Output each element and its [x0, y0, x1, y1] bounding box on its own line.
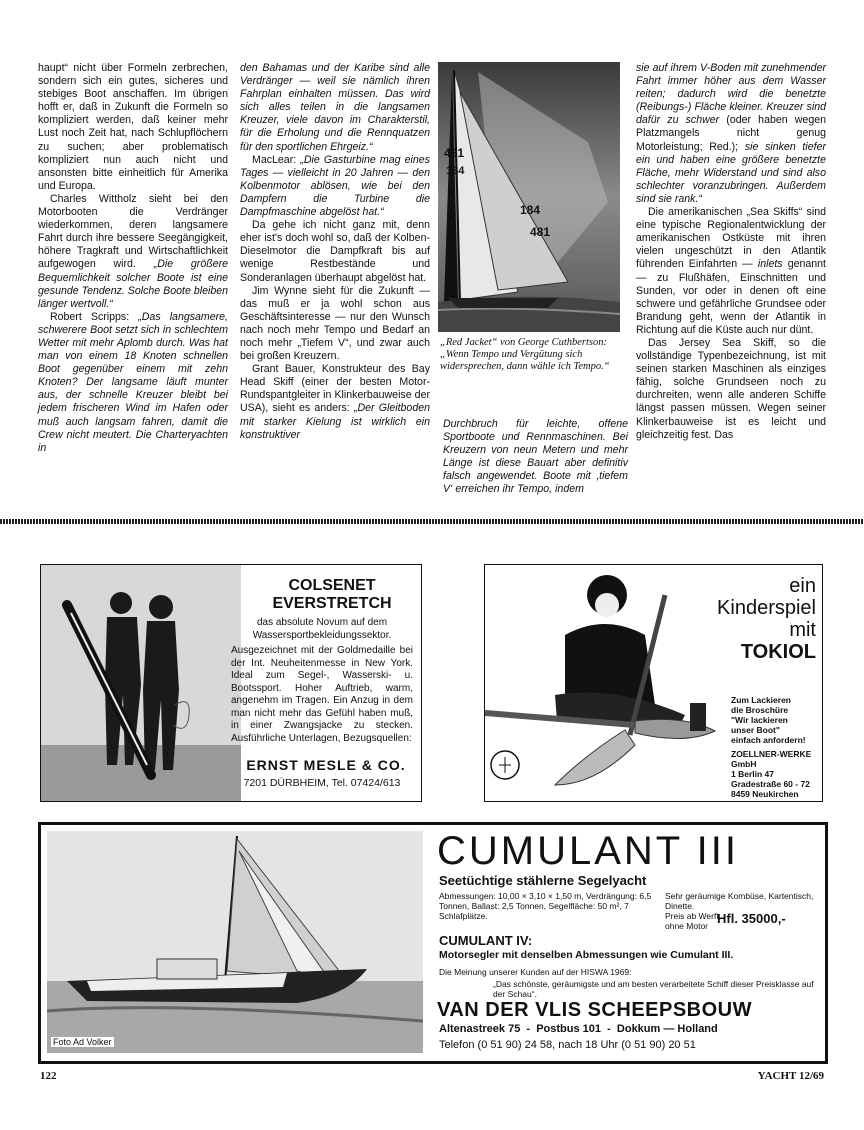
sail-number: 184 — [446, 165, 465, 177]
ad-body: Ausgezeichnet mit der Goldmedaille bei der Int. Neuheitenmesse in New York. Ideal zum Segel-, Wasserski- u. Bootssport. Hoher Auftrieb, warm, angenehm im Tragen. Ein Anzug in dem man nicht mehr das Gefühl haben muß, in einer Zwangsjacke zu stecken. Ausführliche Unterlagen, Bezugsquellen: — [231, 645, 413, 744]
paragraph: Jim Wynne sieht für die Zukunft — das muß er ja wohl schon aus Geschäftsinteresse — nur den Wunsch nach noch mehr Tempo und Bedarf an noch mehr „Tiefem V“, und zwar auch bei großen Kreuzern. — [240, 284, 430, 363]
ad-colsenet — [40, 564, 422, 802]
article-column-2 — [240, 62, 430, 442]
section-divider — [0, 519, 864, 524]
photo-caption: „Red Jacket“ von George Cuthbertson: „Wenn Tempo und Vergütung sich widersprechen, dann wähle ich Tempo.“ — [440, 337, 610, 372]
magazine-issue: YACHT 12/69 — [757, 1070, 824, 1082]
yacht-specs: Abmessungen: 10,00 × 3,10 × 1,50 m, Verdrängung: 6,5 Tonnen, Ballast: 2,5 Tonnen, Segelfläche: 50 m², 7 Schlafplätze. — [439, 891, 652, 921]
price-note: Preis ab Werft, ohne Motor — [665, 911, 722, 931]
company-address: Altenastreek 75 - Postbus 101 - Dokkum — Holland — [439, 1023, 718, 1035]
sail-number: 184 — [520, 203, 541, 217]
ad-title: COLSENET EVERSTRETCH — [272, 577, 392, 612]
sailboat-photo — [438, 62, 620, 332]
ad-subtitle-secondary: Motorsegler mit denselben Abmessungen wie Cumulant III. — [439, 949, 734, 961]
customer-quote: „Das schönste, geräumigste und am besten verarbeitete Schiff dieser Preisklasse auf der Schau“. — [493, 979, 814, 999]
paragraph: Das Jersey Sea Skiff, so die vollständige Typenbezeichnung, ist mit seinen starken Maschinen als einziges fähig, solche Grundseen noch zu durchreiten, wenn alle anderen Schiffe längst passen müssen. Wegen seiner Klinkerbauweise ist es leicht und gleichzeitig fest. Das — [636, 336, 826, 441]
brochure-note: Zum Lackieren die Broschüre "Wir lackieren unser Boot" einfach anfordern! — [731, 695, 806, 745]
ad-tokiol — [484, 564, 823, 802]
ad-subtitle: Seetüchtige stählerne Segelyacht — [439, 873, 647, 888]
price: Hfl. 35000,- — [717, 911, 786, 926]
paragraph: Charles Wittholz sieht bei den Motorbooten die Verdränger wiederkommen, deren langsamere Fahrt durch ihre bessere Seegängigkeit, höhere Tragkraft und Wirtschaftlichkeit aufgewogen wird. „Die größere Bequemlichkeit solcher Boote ist eine gesunde Tendenz. Solche Boote bleiben länger wertvoll.“ — [38, 192, 228, 310]
company-address: ZOELLNER-WERKE GmbH 1 Berlin 47 Gradestraße 60 - 72 8459 Neukirchen — [731, 749, 812, 799]
wetsuit-photo — [41, 565, 241, 801]
sailboat-illustration — [438, 62, 620, 332]
article-column-3 — [443, 418, 628, 497]
yacht-photo — [47, 831, 423, 1053]
company-name: VAN DER VLIS SCHEEPSBOUW — [437, 999, 752, 1021]
company-name: ERNST MESLE & CO. — [246, 757, 406, 773]
customer-opinion: Die Meinung unserer Kunden auf der HISWA 1969: — [439, 967, 632, 977]
paragraph: Da gehe ich nicht ganz mit, denn eher ist's doch wohl so, daß der Kolben-Dieselmotor die Dampfkraft bis auf wenige Restbestände und Sonderanlagen überhaupt abgelöst hat. — [240, 219, 430, 284]
ad-title-secondary: CUMULANT IV: — [439, 933, 533, 948]
ad-headline: ein Kinderspiel mit TOKIOL — [717, 575, 816, 663]
sail-number: 481 — [530, 225, 551, 239]
paragraph: haupt“ nicht über Formeln zerbrechen, sondern sich ein gutes, sicheres und stebiges Boot anschaffen. Im übrigen hofft er, daß in Zukunft die Formeln so kompliziert werden, daß keiner mehr Lust noch Zeit hat, nach Schlupflöchern zu suchen; aber problematisch kompliziert nun auch nicht und ansonsten bitte einheitlich für Amerika und Europa. — [38, 62, 228, 192]
article-column-4 — [636, 62, 826, 442]
paragraph: Robert Scripps: „Das langsamere, schwerere Boot setzt sich in schlechtem Wetter mit mehr Aplomb durch. Was hat man von einem 18 Knoten schnellen Boot gegenüber einem mit zehn Knoten? Der langsame läuft munter aus, der schnelle Kreuzer bleibt bei jedem frischeren Wind im Hafen oder muß auch langsam fahren, damit die Crew nicht meutert. Die Charteryachten in — [38, 310, 229, 454]
ad-cumulant — [38, 822, 828, 1064]
paragraph: den Bahamas und der Karibe sind alle Verdränger — weil sie nämlich ihren Fahrplan einhalten müssen. Das wird sich alles teilen in die langsamen Kreuzer, viele davon im Charakterstil, für die Erholung und die Rennquatzen für den sportlichen Ehrgeiz.“ — [240, 62, 430, 153]
paragraph: Die amerikanischen „Sea Skiffs“ sind eine typische Regionalentwicklung der amerikanischen Ostküste mit ihren vielen ungeschützt in den Atlantik führenden Einfahrten — inlets genannt — zu Flußhäfen, Einschnitten und Sunden, vor oder in denen oft eine schwere und gefährliche Grundsee oder Brandung geht, wenn der Atlantik in Richtung auf die Küste auch nur dünt. — [636, 206, 826, 336]
photo-credit: Foto Ad Volker — [53, 1037, 112, 1047]
paragraph: Durchbruch für leichte, offene Sportboote und Rennmaschinen. Bei Kreuzern von neun Metern und mehr Länge ist diese Bauart aber definitiv falsch angewendet. Boote mit ‚tiefem V‘ erreichen ihr Tempo, indem — [443, 418, 628, 496]
sail-number: 481 — [444, 146, 465, 160]
paragraph: MacLear: „Die Gasturbine mag eines Tages — vielleicht in 20 Jahren — den Kolbenmotor ablösen, wie bei den Dampfern die Turbine die Dampfmaschine abgelöst hat.“ — [240, 153, 430, 219]
ad-title: CUMULANT III — [437, 829, 739, 873]
page-number: 122 — [40, 1070, 57, 1082]
yacht-features: Sehr geräumige Kombüse, Kartentisch, Dinette. — [665, 891, 814, 911]
company-address: 7201 DÜRBHEIM, Tel. 07424/613 — [243, 777, 401, 789]
ad-lead: das absolute Novum auf dem Wassersportbekleidungssektor. — [252, 617, 392, 641]
article-column-1 — [38, 62, 228, 455]
paragraph: Grant Bauer, Konstrukteur des Bay Head Skiff (einer der besten Motor-Rundspantgleiter in Klinkerbauweise der USA), sieht es anders: „Der Gleitboden mit starker Kielung ist wirklich ein konstruktiver — [240, 363, 430, 441]
paragraph: sie auf ihrem V-Boden mit zunehmender Fahrt immer höher aus dem Wasser reiten; dadurch wird die benetzte (Reibungs-) Fläche kleiner. Kreuzer sind dafür zu schwer (oder haben wegen Platzmangels nicht genug Motorleistung; Red.); sie sinken tiefer ein und haben eine größere benetzte Fläche, mehr Widerstand und sind also schlechter voranzubringen. Außerdem sind sie rank.“ — [636, 62, 826, 205]
company-phone: Telefon (0 51 90) 24 58, nach 18 Uhr (0 51 90) 20 51 — [439, 1039, 696, 1051]
